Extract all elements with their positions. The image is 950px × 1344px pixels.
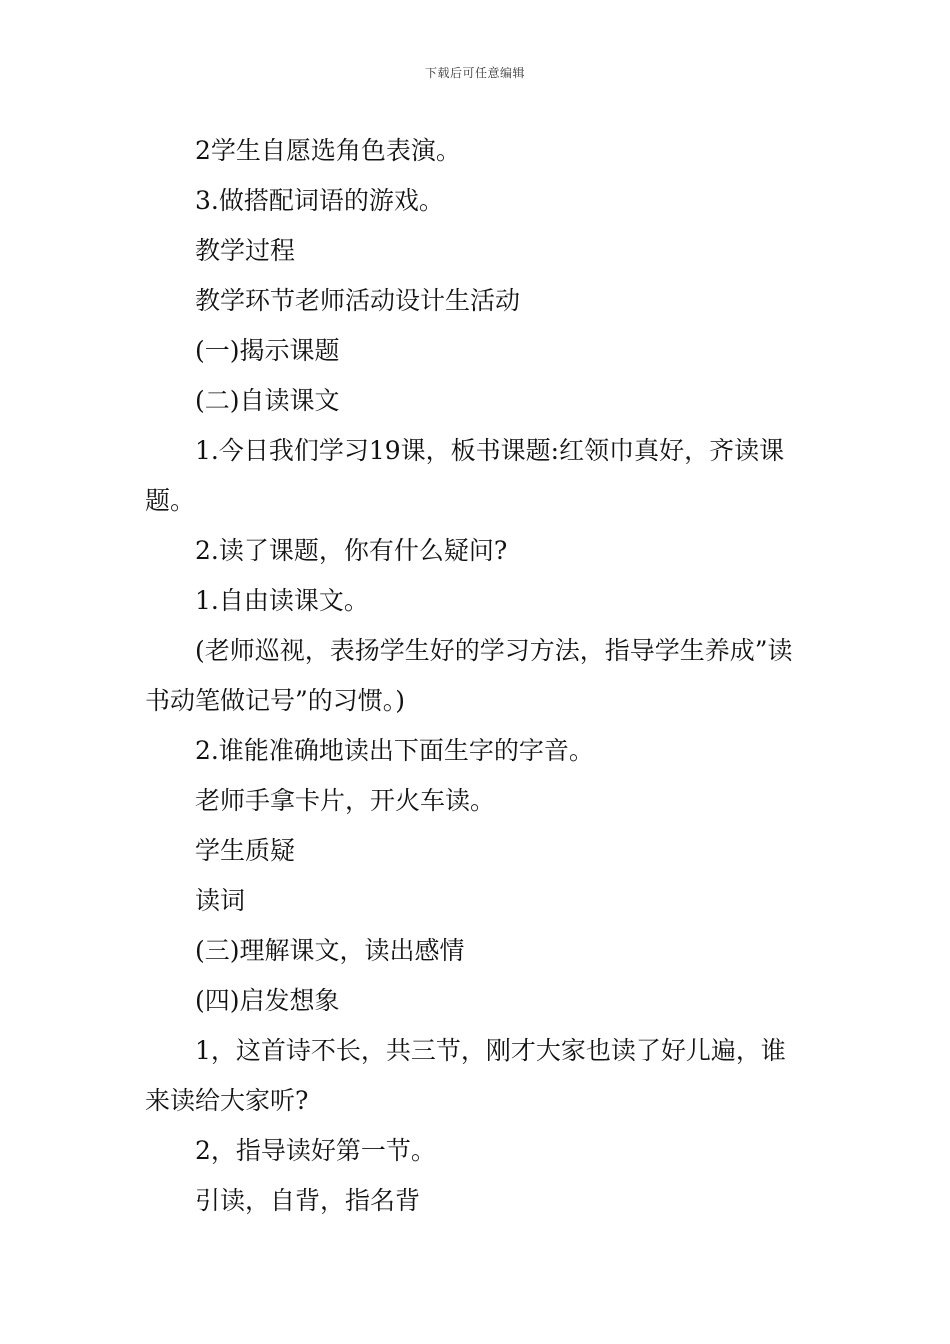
paragraph: 学生质疑: [195, 836, 296, 865]
paragraph: 1，这首诗不长，共三节，刚才大家也读了好儿遍，谁来读给大家听?: [145, 1036, 786, 1115]
paragraph: 读词: [195, 886, 246, 915]
paragraph: 1.今日我们学习19课，板书课题:红领巾真好，齐读课题。: [145, 436, 785, 515]
document-body: [145, 126, 810, 1226]
paragraph: 老师手拿卡片，开火车读。: [195, 786, 496, 815]
paragraph: 2学生自愿选角色表演。: [195, 136, 461, 165]
paragraph: 引读，自背，指名背: [195, 1186, 421, 1215]
paragraph: (二)自读课文: [195, 386, 340, 415]
paragraph: 3.做搭配词语的游戏。: [195, 186, 444, 215]
paragraph: 2.读了课题，你有什么疑问?: [195, 536, 508, 565]
paragraph: 教学环节老师活动设计生活动: [195, 286, 521, 315]
page-header-note: 下载后可任意编辑: [424, 66, 525, 80]
paragraph: (四)启发想象: [195, 986, 340, 1015]
paragraph: 2.谁能准确地读出下面生字的字音。: [195, 736, 594, 765]
paragraph: (老师巡视，表扬学生好的学习方法，指导学生养成”读书动笔做记号”的习惯。): [145, 636, 793, 715]
paragraph: (三)理解课文，读出感情: [195, 936, 465, 965]
paragraph: (一)揭示课题: [195, 336, 340, 365]
paragraph: 1.自由读课文。: [195, 586, 369, 615]
paragraph: 教学过程: [195, 236, 296, 265]
paragraph: 2，指导读好第一节。: [195, 1136, 436, 1165]
